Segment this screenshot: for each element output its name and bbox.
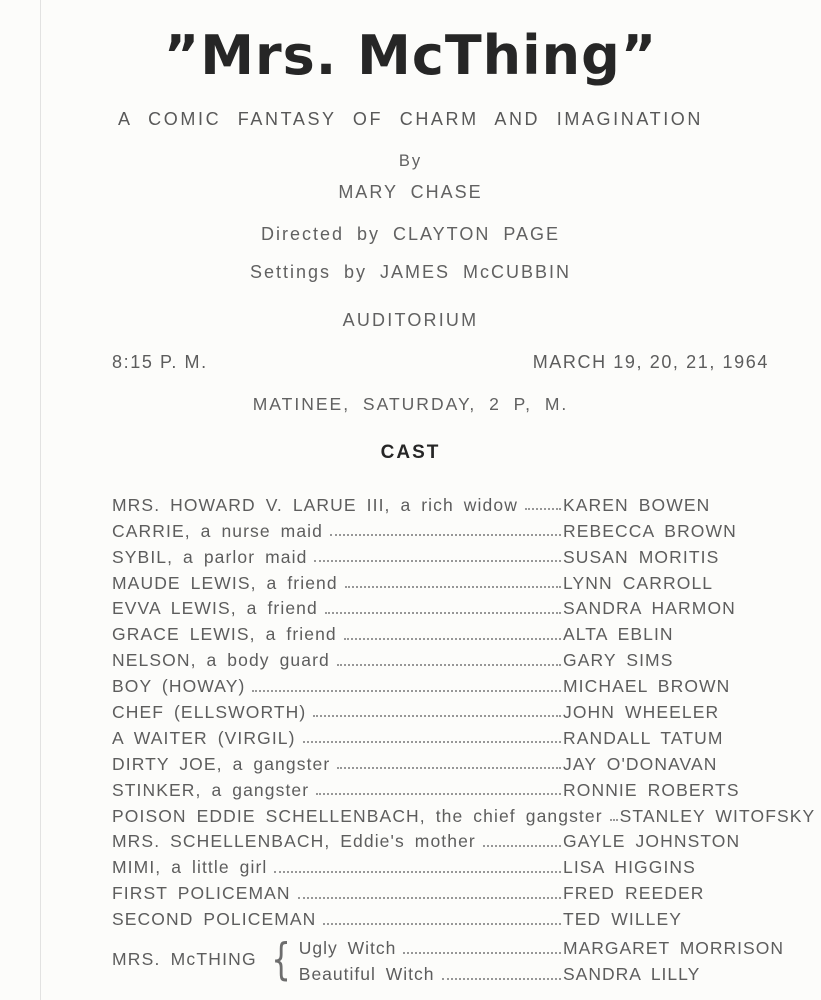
cast-actor: ALTA EBLIN bbox=[563, 624, 674, 645]
dot-leader bbox=[483, 845, 561, 847]
cast-row bbox=[112, 568, 769, 594]
cast-role: DIRTY JOE, a gangster bbox=[112, 753, 331, 774]
mcthing-role-label: MRS. McTHING bbox=[112, 949, 257, 970]
dot-leader bbox=[252, 690, 561, 692]
cast-heading: CAST bbox=[380, 442, 441, 464]
cast-role: A WAITER (VIRGIL) bbox=[112, 727, 296, 748]
cast-role: STINKER, a gangster bbox=[112, 779, 310, 800]
cast-actor: JAY O'DONAVAN bbox=[563, 753, 718, 774]
cast-row bbox=[112, 801, 816, 827]
dot-leader bbox=[330, 534, 561, 536]
cast-actor: LYNN CARROLL bbox=[563, 572, 714, 593]
mcthing-variant-rows bbox=[298, 934, 784, 986]
cast-role: CHEF (ELLSWORTH) bbox=[112, 702, 307, 723]
cast-row bbox=[112, 827, 769, 853]
cast-role: SYBIL, a parlor maid bbox=[112, 546, 308, 567]
cast-actor: JOHN WHEELER bbox=[563, 702, 720, 723]
cast-actor: STANLEY WITOFSKY bbox=[619, 805, 816, 826]
cast-role: NELSON, a body guard bbox=[112, 650, 330, 671]
curtain-time: 8:15 P. M. bbox=[112, 352, 208, 373]
cast-role: CARRIE, a nurse maid bbox=[112, 520, 324, 541]
variant-row bbox=[299, 960, 769, 986]
cast-row bbox=[112, 646, 769, 672]
dot-leader bbox=[345, 586, 561, 588]
dot-leader bbox=[314, 560, 561, 562]
dot-leader bbox=[337, 664, 561, 666]
cast-actor: TED WILLEY bbox=[563, 909, 683, 930]
cast-row bbox=[112, 542, 769, 568]
cast-row bbox=[112, 905, 769, 931]
cast-actor: MICHAEL BROWN bbox=[563, 676, 731, 697]
venue: AUDITORIUM bbox=[342, 310, 479, 331]
cast-row bbox=[112, 775, 769, 801]
variant-role: Beautiful Witch bbox=[298, 964, 435, 985]
cast-role: MRS. SCHELLENBACH, Eddie's mother bbox=[112, 831, 476, 852]
cast-actor: GAYLE JOHNSTON bbox=[563, 831, 741, 852]
cast-role: MRS. HOWARD V. LARUE III, a rich widow bbox=[112, 494, 518, 515]
cast-list bbox=[112, 490, 816, 930]
cast-row bbox=[112, 490, 769, 516]
cast-row bbox=[112, 853, 769, 879]
dot-leader bbox=[316, 793, 561, 795]
dot-leader bbox=[610, 819, 618, 821]
cast-row bbox=[112, 672, 769, 698]
director-credit: Directed by CLAYTON PAGE bbox=[260, 224, 561, 245]
cast-role: BOY (HOWAY) bbox=[112, 676, 246, 697]
variant-actor: MARGARET MORRISON bbox=[563, 938, 784, 959]
cast-role: MIMI, a little girl bbox=[112, 857, 268, 878]
dot-leader bbox=[323, 923, 561, 925]
matinee-info: MATINEE, SATURDAY, 2 P, M. bbox=[252, 394, 569, 415]
cast-row bbox=[112, 879, 769, 905]
cast-actor: KAREN BOWEN bbox=[563, 494, 711, 515]
cast-row bbox=[112, 594, 769, 620]
dot-leader bbox=[442, 978, 562, 980]
cast-actor: RONNIE ROBERTS bbox=[563, 779, 740, 800]
cast-actor: SANDRA HARMON bbox=[563, 598, 736, 619]
cast-role: EVVA LEWIS, a friend bbox=[112, 598, 318, 619]
settings-credit: Settings by JAMES McCUBBIN bbox=[249, 262, 572, 283]
cast-role: FIRST POLICEMAN bbox=[112, 883, 291, 904]
cast-actor: FRED REEDER bbox=[563, 883, 705, 904]
cast-row bbox=[112, 749, 769, 775]
dot-leader bbox=[298, 897, 561, 899]
author-name: MARY CHASE bbox=[338, 182, 483, 203]
play-subtitle: A COMIC FANTASY OF CHARM AND IMAGINATION bbox=[117, 109, 704, 130]
cast-actor: REBECCA BROWN bbox=[563, 520, 737, 541]
cast-row bbox=[112, 723, 769, 749]
variant-actor: SANDRA LILLY bbox=[563, 964, 701, 985]
cast-role: GRACE LEWIS, a friend bbox=[112, 624, 337, 645]
dot-leader bbox=[344, 638, 561, 640]
play-title: ”Mrs. McThing” bbox=[163, 24, 658, 87]
dot-leader bbox=[403, 952, 561, 954]
cast-row bbox=[112, 698, 769, 724]
variant-role: Ugly Witch bbox=[298, 938, 397, 959]
cast-role: MAUDE LEWIS, a friend bbox=[112, 572, 338, 593]
dot-leader bbox=[337, 767, 561, 769]
by-label: By bbox=[398, 152, 423, 171]
mcthing-dual-role-group bbox=[112, 933, 784, 986]
cast-row bbox=[112, 620, 769, 646]
cast-actor: LISA HIGGINS bbox=[563, 857, 696, 878]
cast-actor: RANDALL TATUM bbox=[563, 727, 724, 748]
dot-leader bbox=[274, 871, 561, 873]
cast-actor: SUSAN MORITIS bbox=[563, 546, 720, 567]
dot-leader bbox=[313, 715, 561, 717]
dot-leader bbox=[303, 741, 561, 743]
cast-actor: GARY SIMS bbox=[563, 650, 674, 671]
dot-leader bbox=[325, 612, 561, 614]
variant-row bbox=[298, 934, 784, 960]
cast-row bbox=[112, 516, 769, 542]
performance-info-row bbox=[112, 352, 769, 373]
performance-dates: MARCH 19, 20, 21, 1964 bbox=[532, 352, 769, 373]
brace-glyph: { bbox=[270, 933, 291, 985]
cast-role: POISON EDDIE SCHELLENBACH, the chief gangster bbox=[112, 805, 603, 826]
cast-role: SECOND POLICEMAN bbox=[112, 909, 317, 930]
dot-leader bbox=[525, 508, 561, 510]
